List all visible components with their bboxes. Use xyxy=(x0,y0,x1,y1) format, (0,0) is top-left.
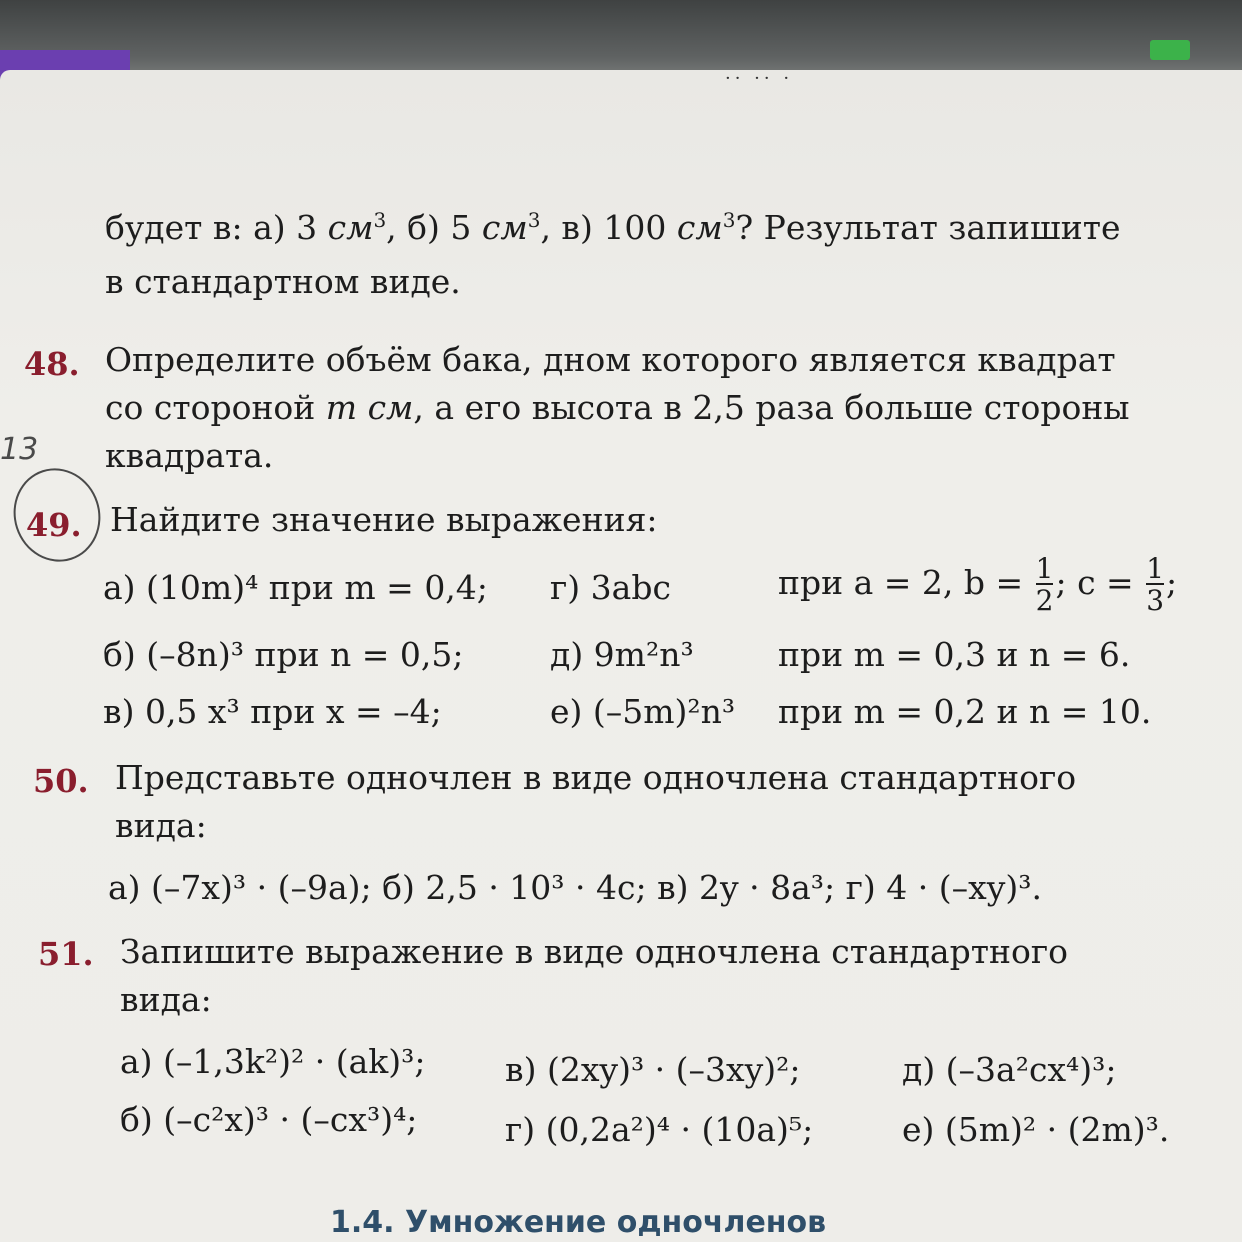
problem-49-e: е) (–5m)²n³ xyxy=(550,692,736,731)
problem-51-b: б) (–c²x)³ · (–cx³)⁴; xyxy=(120,1100,418,1139)
problem-49-d-condition: при m = 0,3 и n = 6. xyxy=(778,635,1131,674)
problem-51-v: в) (2xy)³ · (–3xy)²; xyxy=(505,1050,801,1089)
problem-48-line3: квадрата. xyxy=(105,436,274,475)
top-text-line1: будет в: а) 3 $см^3$, б) 5 $см^3$, в) 100 $см^3$? Результат запишите xyxy=(105,208,1121,247)
problem-49-g: г) 3abc xyxy=(550,568,671,607)
problem-48-number: 48. xyxy=(24,345,80,383)
problem-50-line2: вида: xyxy=(115,806,207,845)
fraction-one-half: $\frac{1}{2}$ xyxy=(1035,552,1054,617)
problem-49-d: д) 9m²n³ xyxy=(550,635,694,674)
problem-51-number: 51. xyxy=(38,935,94,973)
problem-51-a: а) (–1,3k²)² · (ak)³; xyxy=(120,1042,426,1081)
green-object xyxy=(1150,40,1190,60)
pencil-note: 13 xyxy=(0,432,39,467)
section-heading: 1.4. Умножение одночленов xyxy=(330,1205,827,1240)
problem-49-number: 49. xyxy=(26,506,82,544)
problem-50-items: а) (–7x)³ · (–9a); б) 2,5 · 10³ · 4c; в) 2y · 8a³; г) 4 · (–xy)³. xyxy=(108,868,1042,907)
problem-50-number: 50. xyxy=(33,762,89,800)
problem-49-v: в) 0,5 x³ при x = –4; xyxy=(103,692,442,731)
problem-51-e: е) (5m)² · (2m)³. xyxy=(902,1110,1170,1149)
page-specks: ·· ·· · xyxy=(725,68,794,89)
problem-49-b: б) (–8n)³ при n = 0,5; xyxy=(103,635,464,674)
problem-51-line1: Запишите выражение в виде одночлена стандартного xyxy=(120,932,1069,971)
top-text-line2: в стандартном виде. xyxy=(105,262,461,301)
problem-48-line1: Определите объём бака, дном которого является квадрат xyxy=(105,340,1116,379)
problem-49-e-condition: при m = 0,2 и n = 10. xyxy=(778,692,1152,731)
problem-49-g-condition: при a = 2, b = $\frac{1}{2}$ ; c = $\frac{1}{3}$ ; xyxy=(778,552,1178,617)
problem-51-line2: вида: xyxy=(120,980,212,1019)
problem-49-a: а) (10m)⁴ при m = 0,4; xyxy=(103,568,488,607)
fraction-one-third: $\frac{1}{3}$ xyxy=(1146,552,1165,617)
problem-48-line2: со стороной m см, а его высота в 2,5 раза больше стороны xyxy=(105,388,1130,427)
problem-51-d: д) (–3a²cx⁴)³; xyxy=(902,1050,1117,1089)
problem-49-title: Найдите значение выражения: xyxy=(110,500,658,539)
problem-50-line1: Представьте одночлен в виде одночлена стандартного xyxy=(115,758,1077,797)
problem-51-g: г) (0,2a²)⁴ · (10a)⁵; xyxy=(505,1110,814,1149)
